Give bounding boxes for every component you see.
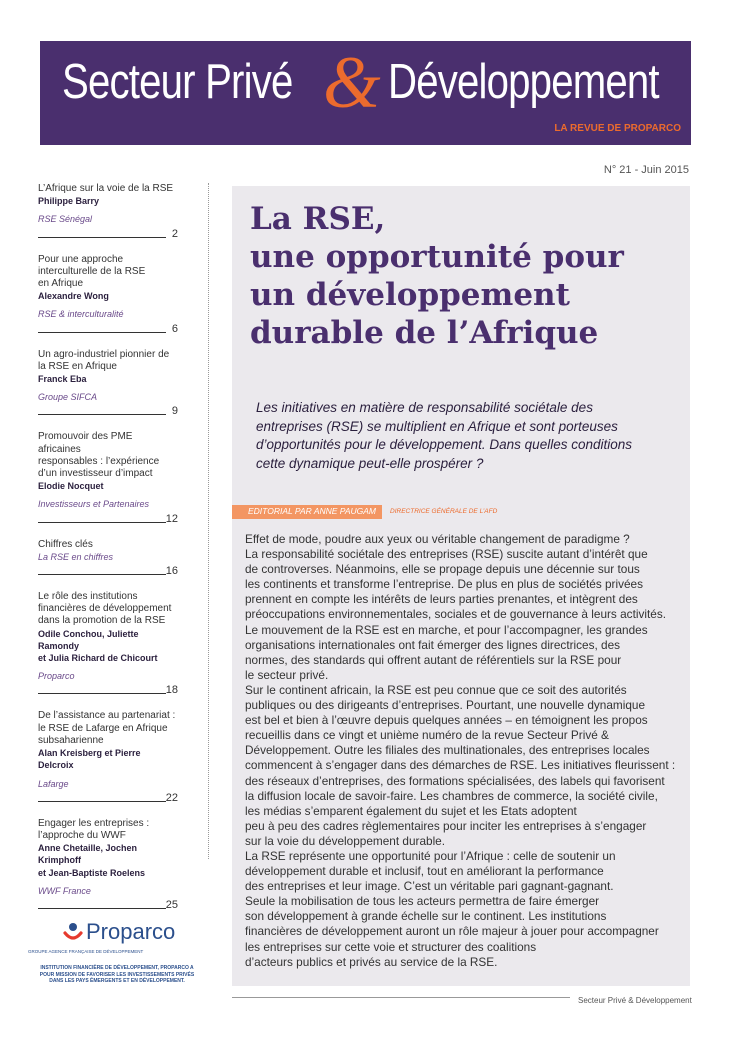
toc-entry-page: 9	[171, 405, 178, 418]
toc-entry-author: Franck Eba	[38, 374, 87, 385]
article-title-line: un développement	[250, 277, 570, 313]
editorial-role: DIRECTRICE GÉNÉRALE DE L’AFD	[390, 508, 498, 515]
masthead-ampersand: &	[323, 42, 381, 124]
toc-entry-title: Engager les entreprises :	[38, 817, 150, 829]
article-body: Effet de mode, poudre aux yeux ou véritable changement de paradigme ? La responsabilité sociétale des entreprises (RSE) suscite autant d’intérêt que de controverses. Néanmoins, elle se propage depuis une décennie sur tous les continents et transforme l’entreprise. De plus en plus de sociétés privées prennent en compte les intérêts de leurs parties prenantes, et intègrent des préoccupations environnementales, sociales et de gouvernance à leurs activités. Le mouvement de la RSE est en marche, et pour l’accompagner, les grandes organisations internationales ont fait émerger des lignes directrices, des normes, des standards qui offrent autant de référentiels sur la RSE pour le secteur privé. Sur le continent africain, la RSE est peu connue que ce soit des autorités publiques ou des dirigeants d’entreprises. Pourtant, une nouvelle dynamique est bel et bien à l’œuvre depuis quelques années – en témoignent les propos recueillis dans ce vingt et unième numéro de la revue Secteur Privé & Développement. Outre les filiales des multinationales, des entreprises locales commencent à s’engager dans des démarches de RSE. Les initiatives fleurissent : des réseaux d’entreprises, des formations spécialisées, des labels qui favorisent la diffusion locale de savoir-faire. Les chambres de commerce, la société civile, les médias s’emparent également du sujet et les Etats adoptent peu à peu des cadres règlementaires pour inciter les entreprises à s’engager sur la voie du développement durable. La RSE représente une opportunité pour l’Afrique : celle de soutenir un développement durable et inclusif, tout en améliorant la performance des entreprises et leur image. C’est un véritable pari gagnant-gagnant. Seule la mobilisation de tous les acteurs permettra de faire émerger son développement à grande échelle sur le continent. Les institutions financières de développement auront un rôle majeur à jouer pour accompagner les entreprises sur cette voie et structurer des coalitions d’acteurs publics et privés au service de la RSE.	[245, 532, 676, 969]
toc-entry-rule	[38, 237, 166, 238]
toc-entry-title: Pour une approche	[38, 253, 124, 265]
toc-entry-rule	[38, 801, 166, 802]
footer-rule	[232, 997, 570, 998]
toc-entry-rule	[38, 414, 166, 415]
table-of-contents	[38, 183, 178, 925]
toc-entry-rule	[38, 522, 166, 523]
logo-description: INSTITUTION FINANCIÈRE DE DÉVELOPPEMENT, PROPARCO A POUR MISSION DE FAVORISER LES INVESTISSEMENTS PRIVÉS DANS LES PAYS ÉMERGENTS ET EN DÉVELOPPEMENT.	[39, 965, 195, 984]
toc-entry-title: l’approche du WWF	[38, 829, 126, 841]
logo-group-tagline: GROUPE AGENCE FRANÇAISE DE DÉVELOPPEMENT	[28, 949, 144, 954]
toc-entry[interactable]	[38, 591, 178, 696]
toc-entry-title: subsaharienne	[38, 734, 104, 746]
toc-entry-title: L’Afrique sur la voie de la RSE	[38, 183, 174, 194]
toc-entry-company: Investisseurs et Partenaires	[38, 499, 150, 510]
toc-entry-rule	[38, 332, 166, 333]
toc-entry-title: en Afrique	[38, 278, 84, 290]
toc-entry-company: La RSE en chiffres	[38, 551, 114, 562]
toc-entry-title: le RSE de Lafarge en Afrique	[38, 722, 168, 734]
toc-entry-title: Le rôle des institutions	[38, 591, 138, 603]
toc-entry-title: financières de développement	[38, 603, 172, 615]
toc-entry-rule	[38, 908, 166, 909]
toc-entry-author: Alexandre Wong	[38, 291, 109, 302]
toc-entry-rule	[38, 693, 166, 694]
toc-entry-company: RSE & interculturalité	[38, 309, 124, 320]
sidebar-divider	[208, 183, 209, 859]
toc-entry-author: Odile Conchou, Juliette Ramondy	[38, 628, 139, 651]
toc-entry-company: RSE Sénégal	[38, 214, 93, 225]
footer-text: Secteur Privé & Développement	[578, 996, 692, 1005]
toc-entry-title: la RSE en Afrique	[38, 360, 117, 372]
masthead-title-left: Secteur Privé	[62, 55, 293, 109]
toc-entry-author: Elodie Nocquet	[38, 481, 104, 492]
article-title-line: durable de l’Afrique	[250, 315, 599, 351]
masthead-title-right: Développement	[388, 55, 659, 109]
toc-entry-page: 6	[171, 322, 178, 335]
toc-entry[interactable]	[38, 183, 178, 240]
masthead-subtitle: LA REVUE DE PROPARCO	[554, 123, 681, 134]
article-title-line: une opportunité pour	[250, 239, 624, 275]
toc-entry-author: Philippe Barry	[38, 196, 100, 207]
toc-entry-title: dans la promotion de la RSE	[38, 615, 166, 627]
toc-entry-page: 12	[165, 512, 178, 525]
proparco-logo-text: Proparco	[86, 919, 176, 944]
toc-entry-author: et Jean-Baptiste Roelens	[38, 867, 146, 878]
toc-entry-title: d’un investisseur d’impact	[38, 468, 153, 480]
issue-number: N° 21 - Juin 2015	[603, 164, 689, 176]
toc-entry[interactable]	[38, 431, 178, 524]
toc-entry-rule	[38, 574, 166, 575]
toc-entry[interactable]	[38, 710, 178, 803]
toc-entry-title: Chiffres clés	[38, 538, 93, 550]
article-lead: Les initiatives en matière de responsabilité sociétale des entreprises (RSE) se multiplient en Afrique et sont porteuses d’opportunités pour le développement. Dans quelles conditions cette dynamique peut-elle prospérer ?	[256, 400, 632, 471]
toc-entry-title: responsables : l’expérience	[38, 455, 160, 467]
article-title	[250, 200, 624, 352]
toc-entry-page: 18	[165, 684, 178, 697]
toc-entry-title: De l’assistance au partenariat :	[38, 710, 176, 722]
toc-entry-company: Proparco	[38, 671, 75, 682]
toc-entry-page: 2	[171, 227, 178, 240]
toc-entry-title: Promouvoir des PME africaines	[38, 431, 133, 455]
proparco-logo-icon	[62, 921, 84, 943]
editorial-label: EDITORIAL PAR ANNE PAUGAM	[248, 506, 377, 516]
toc-entry-company: Groupe SIFCA	[38, 392, 98, 403]
toc-entry[interactable]	[38, 349, 178, 418]
toc-entry[interactable]	[38, 539, 178, 577]
toc-entry-page: 16	[165, 565, 178, 578]
toc-entry-author: et Julia Richard de Chicourt	[38, 653, 158, 664]
toc-entry-author: Alan Kreisberg et Pierre Delcroix	[38, 748, 141, 771]
toc-entry[interactable]	[38, 818, 178, 911]
article-title-line: La RSE,	[250, 201, 386, 237]
toc-entry-company: WWF France	[38, 885, 91, 896]
toc-entry-title: Un agro-industriel pionnier de	[38, 348, 170, 360]
toc-entry-page: 22	[165, 791, 178, 804]
toc-entry-company: Lafarge	[38, 778, 69, 789]
toc-entry-title: interculturelle de la RSE	[38, 265, 146, 277]
toc-entry[interactable]	[38, 254, 178, 335]
toc-entry-page: 25	[165, 898, 178, 911]
toc-entry-author: Anne Chetaille, Jochen Krimphoff	[38, 843, 138, 866]
